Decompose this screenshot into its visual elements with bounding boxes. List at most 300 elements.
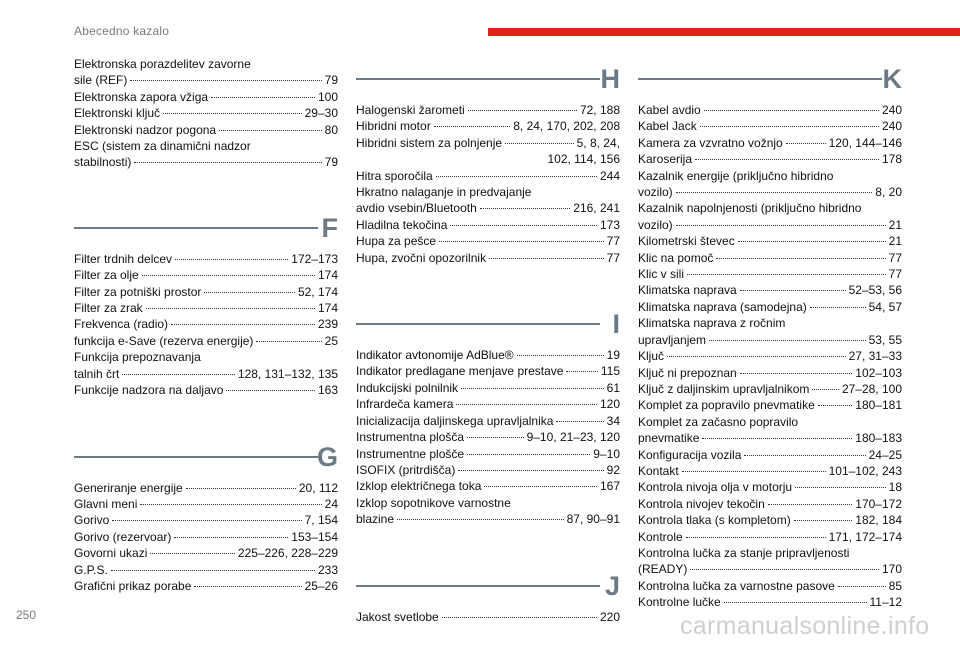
index-entry-pages: 170–172 xyxy=(855,496,902,511)
index-entry-pages: 34 xyxy=(606,413,620,428)
dot-leader xyxy=(702,438,852,439)
index-entry-term: Elektronski nadzor pogona xyxy=(74,122,217,137)
index-entry-term: Hibridni sistem za polnjenje xyxy=(356,135,503,150)
index-entry-pages: 120, 144–146 xyxy=(828,135,902,150)
dot-leader xyxy=(467,454,590,455)
section-header xyxy=(356,309,620,347)
dot-leader xyxy=(716,258,885,259)
index-entry-term: Hladilna tekočina xyxy=(356,217,448,232)
index-entry-term: Kontrola nivoja olja v motorju xyxy=(638,480,793,495)
dot-leader xyxy=(686,537,826,538)
index-entry-pages: 225–226, 228–229 xyxy=(237,546,338,561)
dot-leader xyxy=(256,341,321,342)
index-entry-term: Karoserija xyxy=(638,152,693,167)
index-entry xyxy=(638,168,902,201)
section-header xyxy=(638,64,902,102)
index-entry-term: Filter za potniški prostor xyxy=(74,284,202,299)
index-entry-term: Klic v sili xyxy=(638,267,685,282)
dot-leader xyxy=(467,437,524,438)
index-entry-line xyxy=(356,168,620,184)
section-letter: K xyxy=(882,64,902,94)
index-entry-term: Klimatska naprava xyxy=(638,283,737,298)
index-entry-term: Glavni meni xyxy=(74,496,138,511)
section-header xyxy=(74,442,338,480)
dot-leader xyxy=(434,126,511,127)
index-entry-pages: 101–102, 243 xyxy=(828,463,902,478)
index-entry-term: Inicializacija daljinskega upravljalnika xyxy=(356,413,554,428)
index-entry xyxy=(638,397,902,413)
dot-leader xyxy=(700,126,879,127)
index-entry-line xyxy=(356,135,620,151)
index-entry-text-line: Kontrolna lučka za stanje pripravljenosti xyxy=(638,545,850,560)
index-entry-line xyxy=(638,299,902,315)
index-entry-text-line: Kazalnik napolnjenosti (priključno hibridno xyxy=(638,201,862,216)
dot-leader xyxy=(489,258,604,259)
index-entry-term: Hupa za pešce xyxy=(356,234,437,249)
index-entry-term: stabilnosti) xyxy=(74,155,132,170)
index-entry-line xyxy=(74,72,338,88)
index-entry-term: Kontrolna lučka za varnostne pasove xyxy=(638,578,835,593)
index-entry-line xyxy=(638,250,902,266)
index-entry xyxy=(356,413,620,429)
index-entry-pages: 172–173 xyxy=(291,251,338,266)
index-entry-term: funkcija e-Save (rezerva energije) xyxy=(74,333,254,348)
index-entry-term: Elektronska zapora vžiga xyxy=(74,89,209,104)
index-entry-line xyxy=(74,316,338,332)
index-entry-pages: 52, 174 xyxy=(297,284,338,299)
dot-leader xyxy=(456,404,597,405)
section-letter: H xyxy=(600,64,620,94)
dot-leader xyxy=(219,130,322,131)
index-entry-term: vozilo) xyxy=(638,185,673,200)
index-entry-term: Filter za olje xyxy=(74,268,139,283)
index-entry xyxy=(74,480,338,496)
dot-leader xyxy=(794,520,853,521)
dot-leader xyxy=(442,617,597,618)
index-entry-line xyxy=(638,561,902,577)
dot-leader xyxy=(676,192,873,193)
index-entry xyxy=(74,105,338,121)
index-entry-line xyxy=(356,363,620,379)
index-entry-term: blazine xyxy=(356,512,395,527)
index-entry-pages: 19 xyxy=(606,348,620,363)
index-entry-pages: 120 xyxy=(599,397,620,412)
index-entry-pages: 171, 172–174 xyxy=(828,529,902,544)
index-entry xyxy=(638,118,902,134)
dot-leader xyxy=(517,355,604,356)
header-title: Abecedno kazalo xyxy=(74,24,170,38)
index-entry xyxy=(74,529,338,545)
index-entry-term: (READY) xyxy=(638,562,688,577)
index-entry-line xyxy=(74,89,338,105)
index-entry-pages: 153–154 xyxy=(291,529,338,544)
index-entry-term: Instrumentne plošče xyxy=(356,446,465,461)
index-entry-text-line: Elektronska porazdelitev zavorne xyxy=(74,57,251,71)
section-f xyxy=(74,213,338,399)
dot-leader xyxy=(690,569,879,570)
dot-leader xyxy=(461,388,604,389)
index-entry-pages: 178 xyxy=(881,152,902,167)
index-entry-line xyxy=(356,413,620,429)
dot-leader xyxy=(480,208,571,209)
index-entry-term: Infrardeča kamera xyxy=(356,397,454,412)
dot-leader xyxy=(795,487,886,488)
section-letter: F xyxy=(321,212,338,243)
index-entry xyxy=(638,463,902,479)
index-entry-pages: 163 xyxy=(317,383,338,398)
index-entry-term: Hibridni motor xyxy=(356,119,431,134)
section-letter: G xyxy=(316,441,338,472)
index-entry xyxy=(356,478,620,494)
index-entry-term: Kontrole xyxy=(638,529,683,544)
index-entry-pages: 9–10 xyxy=(593,446,620,461)
index-entry-term: Kontrolne lučke xyxy=(638,595,721,610)
index-entry-line xyxy=(638,282,902,298)
index-entry-pages: 182, 184 xyxy=(855,513,902,528)
index-entry-line xyxy=(74,529,338,545)
dot-leader xyxy=(204,292,295,293)
index-entry-term: Instrumentna plošča xyxy=(356,430,465,445)
index-entry xyxy=(638,496,902,512)
index-entry-pages: 5, 8, 24, xyxy=(576,135,620,150)
index-entry-pages: 20, 112 xyxy=(298,480,338,495)
index-entry-pages: 8, 20 xyxy=(875,185,902,200)
index-entry-term: Konfiguracija vozila xyxy=(638,447,742,462)
index-entry-pages: 9–10, 21–23, 120 xyxy=(526,430,620,445)
index-entry-line xyxy=(356,233,620,249)
dot-leader xyxy=(676,225,886,226)
index-entry-pages: 77 xyxy=(888,250,902,265)
dot-leader xyxy=(111,570,315,571)
index-entry-line xyxy=(74,578,338,594)
index-entry xyxy=(638,266,902,282)
index-entry xyxy=(638,135,902,151)
index-entry-term: Komplet za popravilo pnevmatike xyxy=(638,398,815,413)
index-entry-pages: 27–28, 100 xyxy=(841,381,902,396)
index-entry-pages: 77 xyxy=(606,234,620,249)
index-entry xyxy=(638,578,902,594)
index-entry-line xyxy=(74,122,338,138)
section-header xyxy=(356,571,620,609)
index-entry xyxy=(74,349,338,382)
section-letter: I xyxy=(612,309,620,340)
dot-leader xyxy=(556,421,603,422)
index-entry-line xyxy=(74,105,338,121)
section-g xyxy=(74,442,338,595)
index-entry xyxy=(74,89,338,105)
index-entry xyxy=(74,56,338,89)
section-rule xyxy=(356,585,600,587)
index-entry-term: Indikator avtonomije AdBlue® xyxy=(356,348,514,363)
dot-leader xyxy=(740,290,846,291)
index-entry xyxy=(638,529,902,545)
index-entry-line xyxy=(638,348,902,364)
dot-leader xyxy=(695,159,879,160)
index-entry xyxy=(356,118,620,134)
index-entry-pages: 52–53, 56 xyxy=(848,283,902,298)
dot-leader xyxy=(150,553,235,554)
index-entry-pages: 102–103 xyxy=(855,365,902,380)
dot-leader xyxy=(768,504,853,505)
dot-leader xyxy=(142,275,315,276)
dot-leader xyxy=(211,97,315,98)
watermark: carmanualsonline.info xyxy=(680,612,930,640)
index-entry xyxy=(638,594,902,610)
index-entry-term: Klic na pomoč xyxy=(638,250,714,265)
index-entry-line xyxy=(356,217,620,233)
index-entry-line xyxy=(74,496,338,512)
index-entry-pages: 128, 131–132, 135 xyxy=(237,366,338,381)
index-entry-pages: 167 xyxy=(599,479,620,494)
index-entry-pages: 115 xyxy=(600,364,620,379)
dot-leader xyxy=(436,176,597,177)
section-rule xyxy=(638,78,882,80)
dot-leader xyxy=(709,340,866,341)
dot-leader xyxy=(194,586,301,587)
section-k xyxy=(638,64,902,611)
index-column-2 xyxy=(356,64,620,668)
index-entry-term: Kabel Jack xyxy=(638,119,697,134)
index-entry-line xyxy=(638,430,902,446)
index-entry-pages: 61 xyxy=(606,380,620,395)
section-rule xyxy=(74,456,318,458)
dot-leader xyxy=(163,113,302,114)
index-entry xyxy=(356,363,620,379)
index-entry-pages: 79 xyxy=(324,73,338,88)
index-entry-term: Filter za zrak xyxy=(74,301,143,316)
dot-leader xyxy=(838,586,886,587)
dot-leader xyxy=(818,405,853,406)
index-entry-term: Frekvenca (radio) xyxy=(74,317,169,332)
index-entry-term: Halogenski žarometi xyxy=(356,103,465,117)
index-entry-pages: 72, 188 xyxy=(579,103,620,117)
index-entry-pages: 173 xyxy=(599,217,620,232)
index-entry-line xyxy=(638,463,902,479)
dot-leader xyxy=(704,110,879,111)
index-entry-term: Izklop električnega toka xyxy=(356,479,482,494)
dot-leader xyxy=(566,371,597,372)
index-entry xyxy=(74,267,338,283)
index-entry-text-line: Komplet za začasno popravilo xyxy=(638,414,799,429)
index-entry-pages: 53, 55 xyxy=(868,332,902,347)
index-entry-line xyxy=(74,300,338,316)
index-entry-text-line: Klimatska naprava z ročnim xyxy=(638,316,786,331)
index-entry xyxy=(356,347,620,363)
index-entry-line xyxy=(638,102,902,118)
index-entry xyxy=(356,250,620,266)
index-entry-term: Generiranje energije xyxy=(74,480,183,495)
index-entry-pages: 7, 154 xyxy=(304,513,338,528)
index-entry-line xyxy=(74,284,338,300)
index-entry xyxy=(356,380,620,396)
index-entry-line xyxy=(356,250,620,266)
index-entry-term: Ključ z daljinskim upravljalnikom xyxy=(638,381,810,396)
index-entry-line xyxy=(638,381,902,397)
index-entry xyxy=(74,512,338,528)
index-entry xyxy=(638,365,902,381)
index-entry-pages: 80 xyxy=(324,122,338,137)
index-entry-term: Jakost svetlobe xyxy=(356,609,439,624)
index-entry-line xyxy=(356,429,620,445)
index-entry-pages: 174 xyxy=(317,268,338,283)
index-entry xyxy=(74,316,338,332)
dot-leader xyxy=(146,308,315,309)
index-entry-pages: 220 xyxy=(599,609,620,624)
index-entry xyxy=(356,168,620,184)
index-entry-pages: 27, 31–33 xyxy=(848,349,902,364)
index-entry-line xyxy=(638,496,902,512)
index-entry xyxy=(74,545,338,561)
index-entry-pages: 77 xyxy=(888,267,902,282)
index-entry xyxy=(356,184,620,217)
index-entry-pages: 54, 57 xyxy=(868,299,902,314)
section-j xyxy=(356,571,620,625)
index-entry-term: Kabel avdio xyxy=(638,103,701,117)
index-entry-pages: 25 xyxy=(324,333,338,348)
dot-leader xyxy=(171,324,315,325)
index-entry xyxy=(356,462,620,478)
index-entry-term: upravljanjem xyxy=(638,332,707,347)
index-entry-term: pnevmatike xyxy=(638,431,700,446)
dot-leader xyxy=(186,488,296,489)
dot-leader xyxy=(140,504,321,505)
index-entry-line xyxy=(356,511,620,527)
index-entry-line xyxy=(638,151,902,167)
dot-leader xyxy=(134,162,321,163)
index-entry xyxy=(356,446,620,462)
section-letter: J xyxy=(604,570,620,601)
index-entry-pages: 79 xyxy=(324,155,338,170)
index-entry-term: ISOFIX (pritrdišča) xyxy=(356,462,456,477)
index-entry-line xyxy=(356,102,620,118)
index-entry-line xyxy=(638,529,902,545)
index-entry xyxy=(638,479,902,495)
index-entry-line xyxy=(356,609,620,625)
index-entry-text-line: Izklop sopotnikove varnostne xyxy=(356,495,511,510)
index-entry xyxy=(74,562,338,578)
index-entry xyxy=(356,233,620,249)
index-entry-line xyxy=(638,594,902,610)
index-entry-pages: 24 xyxy=(324,496,338,511)
index-entry xyxy=(74,284,338,300)
page-number: 250 xyxy=(16,608,37,622)
index-entry-term: Kontrola tlaka (s kompletom) xyxy=(638,513,791,528)
index-entry xyxy=(356,135,620,168)
index-entry-line xyxy=(638,397,902,413)
index-entry xyxy=(356,429,620,445)
index-entry-pages-continued: 102, 114, 156 xyxy=(547,152,620,167)
section-header xyxy=(356,64,620,102)
dot-leader xyxy=(505,143,574,144)
index-entry-text-line: Hkratno nalaganje in predvajanje xyxy=(356,185,532,200)
index-entry xyxy=(638,414,902,447)
index-entry-line xyxy=(74,562,338,578)
index-entry-text-line: Kazalnik energije (priključno hibridno xyxy=(638,168,834,183)
index-entry-line xyxy=(356,200,620,216)
index-entry-line xyxy=(74,333,338,349)
index-entry xyxy=(638,315,902,348)
index-entry-term: Klimatska naprava (samodejna) xyxy=(638,299,807,314)
index-entry-line xyxy=(638,217,902,233)
index-entry-line xyxy=(74,545,338,561)
index-entry-pages: 11–12 xyxy=(869,595,902,610)
index-entry-line xyxy=(638,118,902,134)
index-entry-term: Ključ xyxy=(638,349,665,364)
index-entry-term: vozilo) xyxy=(638,217,673,232)
dot-leader xyxy=(682,471,826,472)
dot-leader xyxy=(439,241,604,242)
index-entry-term: Filter trdnih delcev xyxy=(74,251,173,266)
index-entry xyxy=(74,382,338,398)
index-entry-line xyxy=(74,267,338,283)
index-entry-pages: 216, 241 xyxy=(573,201,620,216)
index-entry-pages: 244 xyxy=(599,168,620,183)
index-entry xyxy=(638,250,902,266)
index-entry-line xyxy=(356,118,620,134)
index-entry-term: sile (REF) xyxy=(74,73,128,88)
index-entry xyxy=(356,495,620,528)
dot-leader xyxy=(810,307,866,308)
section-rule xyxy=(356,78,600,80)
index-entry-pages: 240 xyxy=(881,119,902,134)
dot-leader xyxy=(687,274,886,275)
index-entry-term: Grafični prikaz porabe xyxy=(74,578,192,593)
index-entry-term: G.P.S. xyxy=(74,562,108,577)
index-entry-term: Hupa, zvočni opozorilnik xyxy=(356,250,487,265)
index-entry xyxy=(638,282,902,298)
dot-leader xyxy=(812,389,839,390)
index-entry xyxy=(638,512,902,528)
index-entry-term: talnih črt xyxy=(74,366,120,381)
index-entry xyxy=(638,348,902,364)
index-entry-text-line: ESC (sistem za dinamični nadzor xyxy=(74,139,251,154)
index-entry xyxy=(356,609,620,625)
index-entry xyxy=(638,447,902,463)
section-rule xyxy=(356,323,600,325)
index-entry-pages: 240 xyxy=(881,103,902,117)
index-entry-line xyxy=(356,380,620,396)
dot-leader xyxy=(484,486,597,487)
index-entry-text-line: Funkcija prepoznavanja xyxy=(74,350,201,365)
index-entry xyxy=(638,233,902,249)
index-entry-line xyxy=(356,462,620,478)
index-entry xyxy=(638,381,902,397)
index-entry xyxy=(74,333,338,349)
dot-leader xyxy=(174,537,288,538)
index-entry-line xyxy=(74,480,338,496)
index-entry-pages: 233 xyxy=(317,562,338,577)
dot-leader xyxy=(175,259,288,260)
index-entry xyxy=(638,299,902,315)
index-entry-pages: 25–26 xyxy=(304,578,338,593)
index-entry-line xyxy=(356,396,620,412)
index-entry-line xyxy=(74,366,338,382)
index-entry-line xyxy=(356,446,620,462)
index-entry-term: avdio vsebin/Bluetooth xyxy=(356,201,477,216)
dot-leader xyxy=(724,602,867,603)
index-entry-pages: 180–183 xyxy=(855,431,902,446)
index-entry-line xyxy=(638,512,902,528)
index-entry-pages: 100 xyxy=(317,89,338,104)
dot-leader xyxy=(738,241,886,242)
index-entry-line xyxy=(638,447,902,463)
index-entry-term: Gorivo (rezervoar) xyxy=(74,529,172,544)
dot-leader xyxy=(458,470,603,471)
dot-leader xyxy=(130,80,321,81)
index-entry-line xyxy=(356,478,620,494)
index-entry-pages: 24–25 xyxy=(868,447,902,462)
index-entry-term: Elektronski ključ xyxy=(74,106,161,121)
